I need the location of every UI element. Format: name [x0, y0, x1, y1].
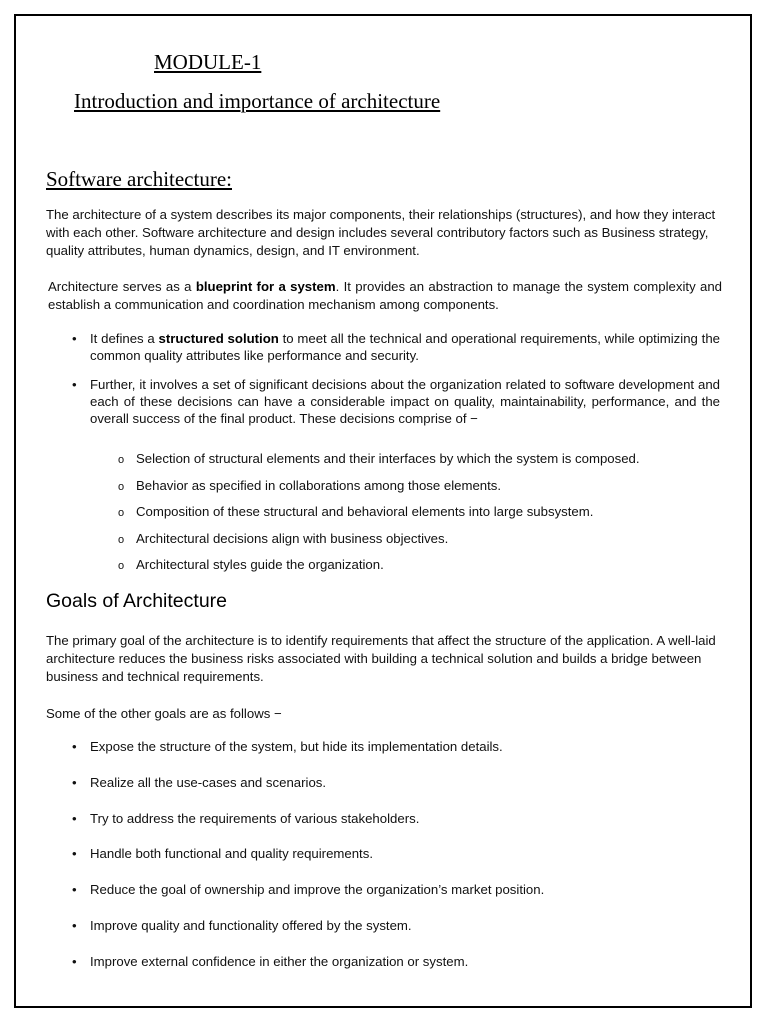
sub-list-item-text: Behavior as specified in collaborations among those elements.: [136, 477, 502, 493]
module-subtitle: Introduction and importance of architecture: [74, 89, 441, 113]
bullet-icon: •: [72, 810, 77, 826]
circle-bullet-icon: o: [118, 454, 125, 466]
paragraph-primary-goal: The primary goal of the architecture is to identify requirements that affect the structure of the application. A well-laid architecture reduces the business risks associated with building a technical solution and builds a bridge between business and technical requirements.: [46, 633, 716, 684]
module-title: MODULE-1: [154, 50, 262, 74]
list-item-text: Expose the structure of the system, but hide its implementation details.: [90, 739, 503, 754]
paragraph-architecture-definition: The architecture of a system describes its major components, their relationships (structures), and how they interact with each other. Software architecture and design includes several contributory factors such as Business strategy, quality attributes, human dynamics, design, and IT environment.: [46, 207, 716, 258]
section-heading-software-architecture: Software architecture:: [46, 167, 232, 191]
sub-list-item-text: Selection of structural elements and their interfaces by which the system is composed.: [136, 451, 640, 466]
sub-list-item: [116, 530, 716, 557]
bullet-icon: •: [72, 331, 77, 346]
list-item: [70, 330, 720, 364]
list-item: [70, 881, 720, 917]
sub-list-item-text: Composition of these structural and behavioral elements into large subsystem.: [136, 504, 594, 519]
bullet-icon: •: [72, 739, 77, 754]
list-item: [70, 774, 720, 810]
list-item-text: Realize all the use-cases and scenarios.: [90, 774, 327, 790]
bullet-icon: •: [72, 953, 77, 969]
list-item-text: Improve external confidence in either the organization or system.: [90, 953, 469, 969]
bold-term-structured-solution: structured solution: [158, 331, 279, 346]
text-run: Architecture serves as a: [48, 279, 196, 294]
sub-list-item-text: Architectural styles guide the organization.: [136, 557, 384, 572]
list-item-text: Try to address the requirements of various stakeholders.: [90, 810, 420, 826]
text-run: to meet all the technical and operational requirements, while optimizing the common quality attributes like performance and security.: [90, 331, 720, 363]
bold-term-blueprint: blueprint for a system: [195, 279, 336, 294]
list-item: [70, 917, 720, 953]
bullet-icon: •: [72, 774, 77, 790]
document-page: [14, 14, 752, 1008]
sub-list-item: [116, 477, 716, 504]
sub-list-item: [116, 503, 716, 530]
list-item: [70, 738, 720, 774]
bullet-icon: •: [72, 846, 77, 862]
list-item: [70, 845, 720, 881]
sub-list-item: [116, 450, 716, 477]
bullet-icon: •: [72, 882, 77, 898]
sub-bullet-list: [116, 450, 716, 583]
list-item: [70, 953, 720, 989]
text-run: . It provides an abstraction to manage the system complexity and establish a communication and coordination mechanism among components.: [48, 279, 722, 312]
list-item: [70, 376, 720, 427]
bullet-icon: •: [72, 917, 77, 933]
circle-bullet-icon: o: [118, 507, 125, 519]
list-item-text: Reduce the goal of ownership and improve the organization’s market position.: [90, 882, 545, 898]
section-heading-goals: Goals of Architecture: [46, 590, 228, 612]
text-run: It defines a: [90, 331, 159, 346]
list-item-text: Improve quality and functionality offered by the system.: [90, 917, 412, 933]
circle-bullet-icon: o: [118, 560, 125, 572]
bullet-list-decisions: [70, 376, 720, 427]
paragraph-other-goals-intro: Some of the other goals are as follows −: [46, 706, 282, 721]
sub-list-item-text: Architectural decisions align with business objectives.: [136, 530, 449, 546]
list-item: [70, 810, 720, 846]
circle-bullet-icon: o: [118, 533, 125, 546]
list-item-text: Handle both functional and quality requirements.: [90, 846, 373, 862]
bullet-list-structured: [70, 330, 720, 364]
circle-bullet-icon: o: [118, 480, 125, 493]
sub-list-item: [116, 556, 716, 583]
bullet-icon: •: [72, 377, 77, 392]
list-item-text: Further, it involves a set of significant decisions about the organization related to software development and each of these decisions can have a considerable impact on quality, maintainability, performance, and the overall success of the final product. These decisions comprise of −: [90, 377, 720, 426]
goals-bullet-list: [70, 738, 720, 989]
paragraph-blueprint: [48, 278, 722, 314]
